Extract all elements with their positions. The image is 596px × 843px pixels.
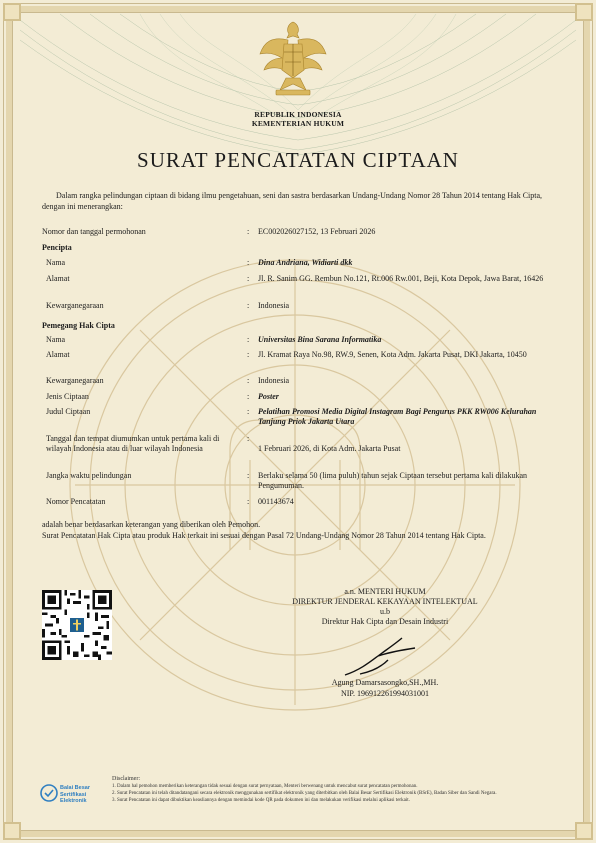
bsre-label [60, 785, 90, 805]
disclaimer-heading: Disclaimer: [112, 776, 140, 782]
closing-line-2: Surat Pencatatan Hak Cipta atau produk Hak terkait ini sesuai dengan Pasal 72 Undang-Undang Nomor 28 Tahun 2014 tentang Hak Cipta. [42, 531, 486, 540]
disclaimer [112, 776, 562, 804]
holder-nationality-label: Kewarganegaraan [46, 376, 104, 385]
handwritten-signature [340, 630, 430, 680]
garuda-emblem-icon [258, 18, 328, 100]
colon: : [247, 376, 250, 385]
colon: : [247, 227, 250, 236]
application-value: EC002026027152, 13 Februari 2026 [258, 227, 376, 236]
holder-address: Jl. Kramat Raya No.98, RW.9, Senen, Kota Adm. Jakarta Pusat, DKI Jakarta, 10450 [258, 350, 527, 359]
closing-line-1: adalah benar berdasarkan keterangan yang diberikan oleh Pemohon. [42, 520, 261, 529]
holder-name: Universitas Bina Sarana Informatika [258, 335, 382, 344]
announce-value: 1 Februari 2026, di Kota Adm. Jakarta Pusat [258, 444, 401, 453]
header-country: REPUBLIK INDONESIA [254, 110, 342, 119]
application-label: Nomor dan tanggal permohonan [42, 227, 146, 236]
colon: : [247, 335, 250, 344]
holder-nationality: Indonesia [258, 376, 290, 385]
colon: : [247, 407, 250, 416]
creator-nationality: Indonesia [258, 301, 290, 310]
bsre-line-1: Balai Besar [60, 785, 90, 791]
colon: : [247, 434, 250, 443]
section-pencipta: Pencipta [42, 243, 72, 252]
bsre-line-2: Sertifikasi [60, 791, 87, 798]
record-number: 001143674 [258, 497, 294, 506]
creator-address-label: Alamat [46, 274, 70, 283]
creator-name: Dina Andriana, Widiarti dkk [258, 258, 353, 267]
colon: : [247, 274, 250, 283]
header-ministry: KEMENTERIAN HUKUM [251, 119, 345, 128]
signature-director: Direktur Hak Cipta dan Desain Industri [321, 617, 449, 626]
signature-office: DIREKTUR JENDERAL KEKAYAAN INTELEKTUAL [292, 597, 478, 606]
work-type: Poster [258, 392, 279, 401]
colon: : [247, 392, 250, 401]
disclaimer-item: 1. Dalam hal pemohon memberikan keterangan tidak sesuai dengan surat pernyataan, Menteri berwenang untuk mencabut surat pencatatan permohonan. [112, 784, 418, 789]
period-value: Berlaku selama 50 (lima puluh) tahun sejak Ciptaan tersebut pertama kali dilakukan Pengumuman. [258, 471, 528, 490]
work-title: Pelatihan Promosi Media Digital Instagram Bagi Pengurus PKK RW006 Kelurahan Tanjung Priok Jakarta Utara [258, 407, 537, 426]
creator-address: Jl. R. Sanim GG. Rembun No.121, Rt.006 Rw.001, Beji, Kota Depok, Jawa Barat, 16426 [258, 274, 544, 283]
corner-ornament [3, 822, 21, 840]
signer-nip: NIP. 196912261994031001 [340, 689, 429, 698]
creator-nationality-label: Kewarganegaraan [46, 301, 104, 310]
disclaimer-item: 2. Surat Pencatatan ini telah ditandatangani secara elektronik menggunakan sertifikat elektronik yang diterbitkan oleh Balai Besar Sertifikasi Elektronik (BSrE), Badan Siber dan Sandi Negara. [112, 791, 497, 796]
bsre-line-3: Elektronik [60, 798, 87, 804]
work-title-label: Judul Ciptaan [46, 407, 91, 416]
holder-name-label: Nama [46, 335, 66, 344]
signature-on-behalf: a.n. MENTERI HUKUM [344, 587, 426, 596]
colon: : [247, 471, 250, 480]
announce-label: Tanggal dan tempat diumumkan untuk pertama kali di wilayah Indonesia atau di luar wilayah Indonesia [46, 434, 220, 453]
document-title: SURAT PENCATATAN CIPTAAN [137, 148, 459, 172]
colon: : [247, 258, 250, 267]
work-type-label: Jenis Ciptaan [46, 392, 89, 401]
creator-name-label: Nama [46, 258, 66, 267]
period-label: Jangka waktu pelindungan [46, 471, 132, 480]
section-pemegang: Pemegang Hak Cipta [42, 321, 115, 330]
corner-ornament [575, 822, 593, 840]
qr-code[interactable] [42, 590, 112, 660]
bsre-logo-icon [40, 784, 58, 802]
signer-name: Agung Damarsasongko,SH.,MH. [331, 678, 439, 687]
colon: : [247, 350, 250, 359]
holder-address-label: Alamat [46, 350, 70, 359]
signature-ub: u.b [380, 607, 390, 616]
colon: : [247, 301, 250, 310]
intro-paragraph: Dalam rangka pelindungan ciptaan di bidang ilmu pengetahuan, seni dan sastra berdasarkan Undang-Undang Nomor 28 Tahun 2014 tentang Hak Cipta, dengan ini menerangkan: [42, 191, 543, 211]
disclaimer-item: 3. Surat Pencatatan ini dapat dibuktikan keasliannya dengan memindai kode QR pada dokumen ini dan melakukan verifikasi melalui aplikasi terkait. [112, 798, 410, 803]
record-label: Nomor Pencatatan [46, 497, 106, 506]
colon: : [247, 497, 250, 506]
